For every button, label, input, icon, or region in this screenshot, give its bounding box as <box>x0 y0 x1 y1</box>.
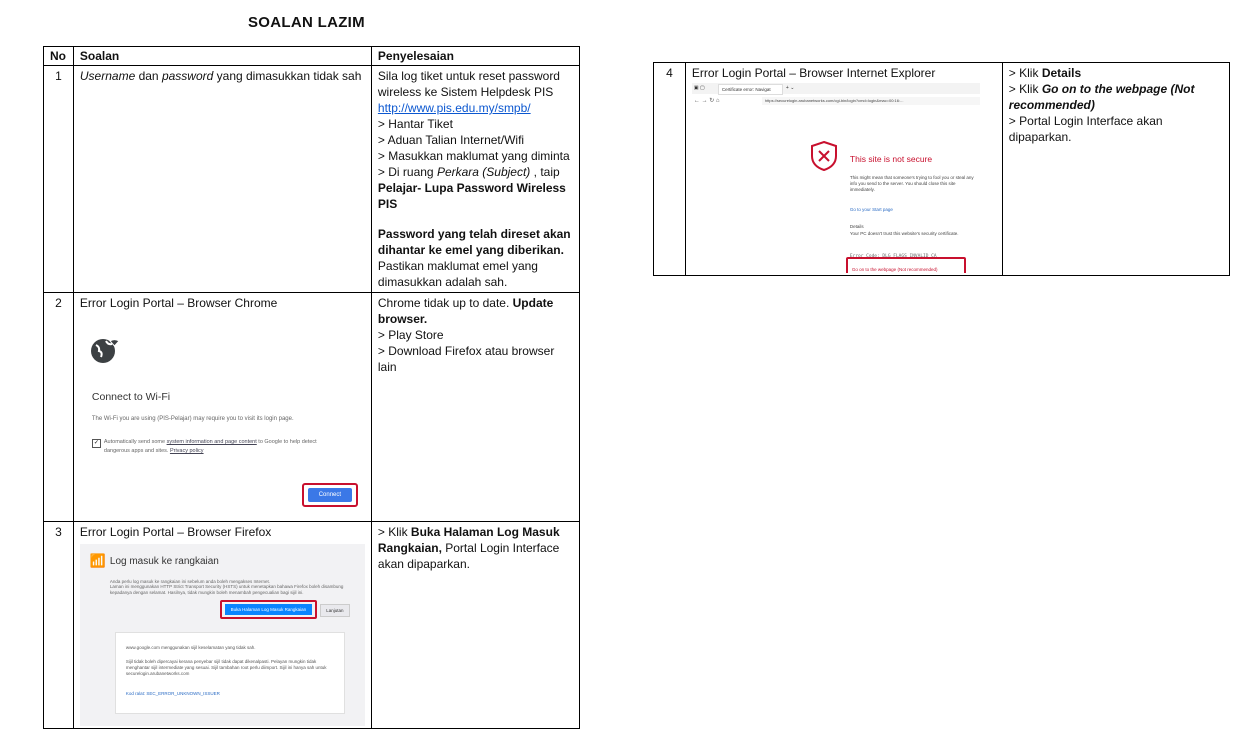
ie-screenshot <box>692 83 980 273</box>
solution-line: > Aduan Talian Internet/Wifi <box>377 133 525 147</box>
table-row <box>654 63 1230 276</box>
question-text: password <box>161 69 214 83</box>
solution-text: Chrome tidak up to date. <box>377 296 513 310</box>
checkbox-text: to Google to help detect dangerous apps and sites. <box>103 439 317 454</box>
nav-icons[interactable]: ← → ↻ ⌂ <box>693 98 720 104</box>
question-text: Error Login Portal – Browser Internet Explorer <box>691 66 936 80</box>
solution-line: > Hantar Tiket <box>377 117 453 131</box>
connect-heading: Connect to Wi-Fi <box>91 391 171 403</box>
shield-x-icon <box>810 141 838 171</box>
solution-text: > Klik <box>1008 66 1042 80</box>
connect-button[interactable]: Connect <box>308 488 352 502</box>
faq-table <box>43 46 580 729</box>
login-heading: Log masuk ke rangkaian <box>109 556 219 567</box>
table-row <box>44 293 580 522</box>
table-row <box>44 522 580 729</box>
checkbox-label <box>104 438 344 456</box>
solution-line: > Portal Login Interface akan dipaparkan. <box>1008 114 1163 144</box>
chrome-screenshot <box>80 321 365 516</box>
login-text: Anda perlu log masuk ke rangkaian ini sebelum anda boleh mengakses Internet. <box>109 579 270 584</box>
solution-line <box>1009 81 1223 113</box>
error-details-box <box>115 632 345 714</box>
row-number: 3 <box>44 522 74 729</box>
solution-line <box>1009 65 1223 81</box>
start-page-link[interactable]: Go to your Start page <box>849 207 893 212</box>
go-on-link[interactable]: Go on to the webpage (Not recommended) <box>851 267 938 272</box>
solution-cell <box>371 522 579 729</box>
question-cell <box>73 66 371 293</box>
solution-text: > Klik <box>377 525 411 539</box>
table-row <box>44 66 580 293</box>
solution-text: , taip <box>530 165 560 179</box>
open-login-page-button[interactable]: Buka Halaman Log Masuk Rangkaian <box>225 604 312 615</box>
details-text: www.google.com menggunakan sijil keselamatan yang tidak sah. <box>125 645 256 650</box>
highlight-box <box>220 600 317 619</box>
not-secure-heading: This site is not secure <box>849 154 933 164</box>
row-number: 1 <box>44 66 74 293</box>
solution-text: Portal Login Interface akan dipaparkan. <box>377 541 560 571</box>
error-code: Error Code: DLG_FLAGS_INVALID_CA <box>849 254 937 259</box>
solution-line: Sila log tiket untuk reset password wireless ke Sistem Helpdesk PIS <box>377 69 560 99</box>
solution-cell <box>371 293 579 522</box>
privacy-policy-link[interactable]: Privacy policy <box>169 448 204 454</box>
wifi-icon: 📶 <box>89 553 107 568</box>
solution-line: > Play Store <box>377 328 444 342</box>
solution-text: > Di ruang <box>377 165 437 179</box>
question-cell <box>685 63 1002 276</box>
solution-line <box>378 295 573 327</box>
cert-text: Your PC doesn't trust this website's security certificate. <box>849 231 959 236</box>
solution-line: Pelajar- Lupa Password Wireless PIS <box>377 181 566 211</box>
connect-text: The Wi-Fi you are using (PIS-Pelajar) may require you to visit its login page. <box>91 416 294 422</box>
highlight-box <box>302 483 358 507</box>
table-header-row <box>44 47 580 66</box>
solution-cell <box>371 66 579 293</box>
solution-text: > Klik <box>1008 82 1042 96</box>
browser-tab-bar <box>692 83 980 94</box>
error-code: Kod ralat: SEC_ERROR_UNKNOWN_ISSUER <box>125 691 220 696</box>
highlight-box <box>846 257 966 273</box>
row-number: 2 <box>44 293 74 522</box>
new-tab-icon[interactable]: + ⌄ <box>785 85 795 91</box>
solution-cell <box>1002 63 1229 276</box>
solution-text: Details <box>1041 66 1082 80</box>
header-no: No <box>44 47 74 66</box>
header-penyelesaian: Penyelesaian <box>371 47 579 66</box>
checkbox-text: Automatically send some <box>103 439 167 445</box>
address-row <box>692 95 980 107</box>
solution-text: Buka Halaman Log Masuk Rangkaian, <box>377 525 560 555</box>
faq-table-continued <box>653 62 1230 276</box>
details-text: Sijil tidak boleh dipercayai kerana penyebar sijil tidak dapat dikenalpasti. Pelayan mungkin tidak menghantar sijil intermediate yang sesuai. Sijil tambahan root perlu diimport. Sijil ini hanya sah untuk securelogin.arubanetworks.com <box>125 659 327 676</box>
advanced-button[interactable]: Lanjutan <box>320 604 350 617</box>
solution-line <box>378 164 573 180</box>
question-cell <box>73 522 371 729</box>
question-text: Username <box>79 69 136 83</box>
solution-line: Password yang telah direset akan dihantar ke emel yang diberikan. <box>377 227 571 257</box>
firefox-screenshot <box>80 544 365 726</box>
system-info-link[interactable]: system information and page content <box>166 439 257 445</box>
solution-line: Pastikan maklumat emel yang dimasukkan adalah sah. <box>377 259 538 289</box>
question-text: Error Login Portal – Browser Firefox <box>79 525 272 539</box>
solution-text: Update browser. <box>377 296 554 326</box>
header-soalan: Soalan <box>73 47 371 66</box>
solution-line: > Download Firefox atau browser lain <box>377 344 555 374</box>
address-bar[interactable]: https://securelogin.arubanetworks.com/cgi-bin/login?cmd=login&mac=00:16:... <box>762 97 980 105</box>
page-title: SOALAN LAZIM <box>248 14 365 31</box>
question-cell <box>73 293 371 522</box>
globe-wifi-icon <box>90 335 120 365</box>
browser-tab[interactable]: Certificate error: Navigat <box>718 84 783 95</box>
hsts-text: Laman ini menggunakan HTTP Strict Transport Security (HSTS) untuk menetapkan bahawa Firefox boleh disambung kepadanya dengan selamat. Hasilnya, tidak mungkin boleh menambah pengecualian bagi sijil ini. <box>109 584 344 595</box>
question-text: dan <box>135 69 162 83</box>
solution-text: Perkara (Subject) <box>436 165 531 179</box>
question-text: yang dimasukkan tidak sah <box>213 69 362 83</box>
question-text: Error Login Portal – Browser Chrome <box>79 296 278 310</box>
warning-text: This might mean that someone's trying to fool you or steal any info you send to the server. You should close this site immediately. <box>849 175 974 192</box>
solution-line: > Masukkan maklumat yang diminta <box>377 149 570 163</box>
tab-icons: ▣ ▢ <box>693 85 705 91</box>
auto-send-checkbox[interactable]: ✓ <box>93 440 99 446</box>
row-number: 4 <box>654 63 686 276</box>
details-link[interactable]: Details <box>849 224 864 229</box>
helpdesk-link[interactable]: http://www.pis.edu.my/smpb/ <box>377 101 531 115</box>
solution-text: Go on to the webpage (Not recommended) <box>1008 82 1195 112</box>
